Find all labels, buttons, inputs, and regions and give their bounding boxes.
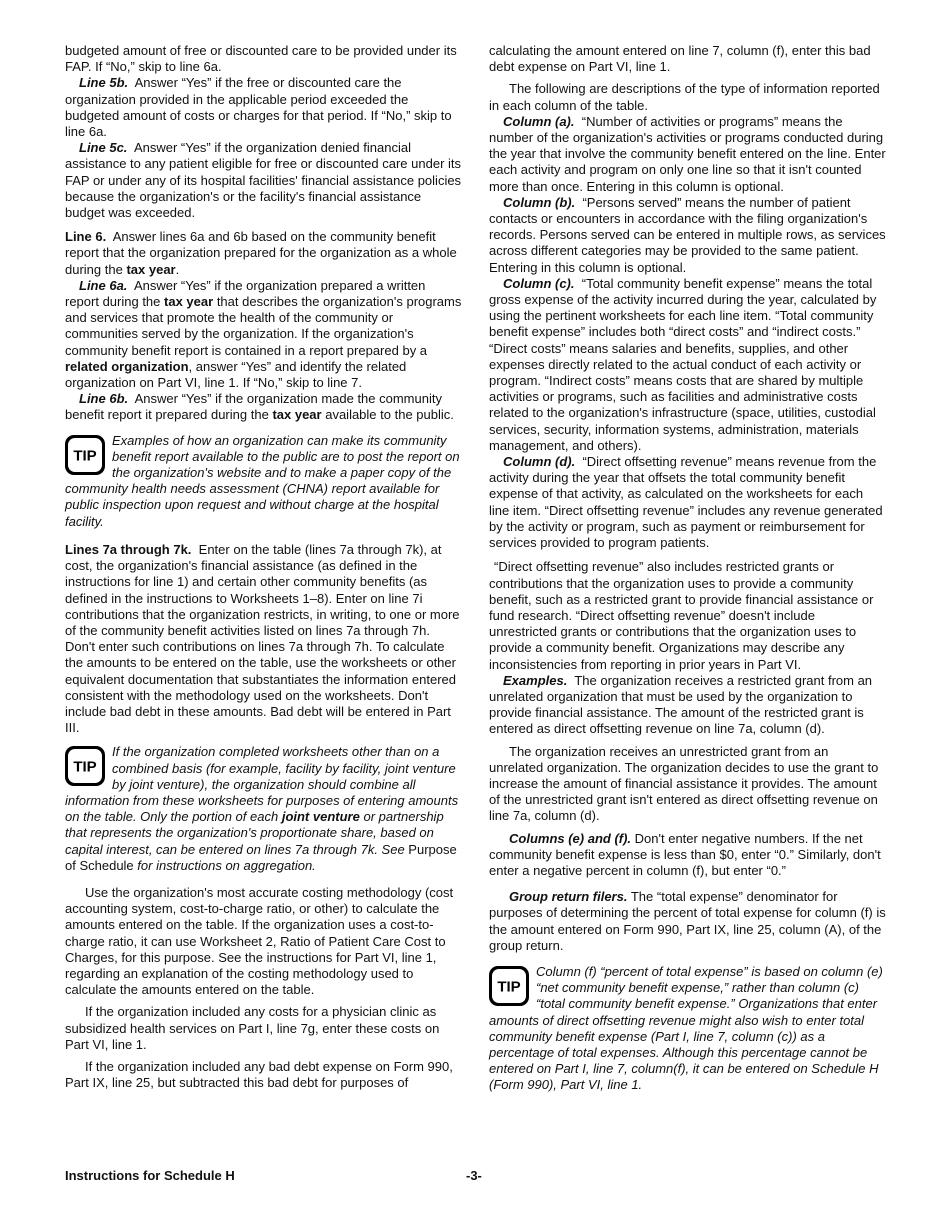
line-5b-text: Answer “Yes” if the free or discounted care the organization provided in the applicable period exceeded the budgeted amount of costs or charges for that period. If “No,” skip to line 6a. (65, 75, 452, 140)
line-6a-bold-related: related organization (65, 358, 189, 374)
tip-box-2 (65, 744, 462, 874)
line-6b-bold: tax year (272, 407, 322, 423)
line-6a-heading: Line 6a. (79, 277, 128, 293)
line-6-text-end: . (175, 261, 180, 277)
tip-icon (65, 435, 105, 475)
tip-2-text-2: or partnership that represents the organization's proportionate share, based on capital interest, can be entered on lines 7a through 7k. See (65, 809, 444, 857)
tip-2-purpose-ref: Purpose of Schedule (65, 841, 457, 873)
tip-icon-label: TIP (497, 978, 521, 996)
line-6b-text-2: available to the public. (325, 407, 454, 423)
continuation-paragraph: calculating the amount entered on line 7, column (f), enter this bad debt expense on Part VI, line 1. (489, 43, 871, 75)
column-d-heading: Column (d). (503, 454, 576, 470)
left-column (65, 43, 462, 1091)
column-a-paragraph (489, 114, 886, 195)
column-a-text: “Number of activities or programs” means the number of the organization's activities or programs conducted during the year that involve the community benefit entered on the line. Enter each activity and program on only one line so that it isn't counted more than once. Entering in this column is optional. (489, 113, 886, 194)
column-b-paragraph (489, 195, 886, 276)
lines-7-heading: Lines 7a through 7k. (65, 541, 192, 557)
tip-icon-label: TIP (73, 447, 97, 465)
group-return-paragraph (489, 889, 886, 954)
columns-e-f-paragraph (489, 831, 886, 880)
line-6b-text: Answer “Yes” if the organization made the community benefit report it prepared during the (65, 391, 442, 423)
tip-2-text (65, 744, 458, 872)
column-c-heading: Column (c). (503, 275, 575, 291)
clinic-paragraph: If the organization included any costs for a physician clinic as subsidized health services on Part I, line 7g, enter these costs on Part VI, line 1. (65, 1004, 440, 1052)
tip-3-text: Column (f) “percent of total expense” is based on column (e) “net community benefit expense,” rather than column (c) “total community benefit expense.” Organizations that enter amounts of direct offsetting revenue might also wish to enter total community benefit expense (Part I, line 7, column (c)) as a percentage of total expenses. Although this percentage cannot be entered on Part I, line 7, column(f), it can be entered on Schedule H (Form 990), Part VI, line 1. (489, 963, 883, 1093)
line-6-paragraph (65, 229, 462, 278)
page-number: -3- (466, 1168, 482, 1183)
line-5c-text: Answer “Yes” if the organization denied financial assistance to any patient eligible for free or discounted care under its FAP or under any of its hospital facilities' financial assistance policies because the organization's or the facility's financial assistance budget was exceeded. (65, 140, 462, 221)
column-b-text: “Persons served” means the number of patient contacts or encounters in accordance with the filing organization's records. Persons served can be entered in multiple rows, as services across different categories may be provided to the same patient. Entering in this column is optional. (489, 194, 886, 275)
line-6b-paragraph (65, 391, 462, 423)
column-d-paragraph (489, 454, 886, 551)
footer-title: Instructions for Schedule H (65, 1168, 235, 1183)
examples-heading: Examples. (503, 672, 568, 688)
bad-debt-paragraph: If the organization included any bad debt expense on Form 990, Part IX, line 25, but subtracted this bad debt for purposes of (65, 1058, 453, 1091)
line-6a-bold-tax-year: tax year (164, 294, 214, 310)
column-d-text: “Direct offsetting revenue” means revenue from the activity during the year that offsets the total community benefit expense of that activity, as calculated on the worksheets for each line item. “Direct offsetting revenue” includes any revenue generated by the activity or program, such as payment or reimbursement for services provided to program patients. (489, 454, 883, 551)
tip-2-text-1: If the organization completed worksheets other than on a combined basis (for example, facility by facility, joint venture by joint venture), the organization should combine all information from these worksheets for purposes of entering amounts on the table. Only the portion of each (65, 744, 459, 825)
line-6b-heading: Line 6b. (79, 391, 129, 407)
line-6-heading: Line 6. (65, 229, 107, 245)
tip-icon-label: TIP (73, 758, 97, 776)
descriptions-intro: The following are descriptions of the type of information reported in each column of the table. (489, 81, 880, 113)
restricted-grants-paragraph: “Direct offsetting revenue” also includes restricted grants or contributions that the organization uses to provide a community benefit, such as a restricted grant to provide financial assistance or fund research. “Direct offsetting revenue” doesn't include unrestricted grants or contributions that the organization uses to provide a community benefit. Organizations may describe any inconsistencies from reporting in prior years in Part VI. (489, 559, 874, 672)
line-5c-heading: Line 5c. (79, 140, 128, 156)
line-6a-paragraph (65, 278, 462, 391)
tip-icon (65, 746, 105, 786)
group-return-text: The “total expense” denominator for purposes of determining the percent of total expense for column (f) is the amount entered on Form 990, Part IX, line 25, column (A), of the group return. (489, 889, 886, 953)
line-5c-paragraph (65, 140, 462, 221)
examples-paragraph (489, 673, 886, 738)
costing-paragraph: Use the organization's most accurate costing methodology (cost accounting system, cost-to-charge ratio, or other) to calculate the amounts entered on the table. If the organization uses a cost-to-charge ratio, it can use Worksheet 2, Ratio of Patient Care Cost to Charges, for this purpose. See the instructions for Part VI, line 1, regarding an explanation of the costing methodology used to calculate the amounts entered on the table. (65, 884, 454, 998)
line-5b-paragraph (65, 75, 462, 140)
line-6-bold: tax year (126, 261, 176, 277)
tip-2-text-3: for instructions on aggregation. (137, 857, 316, 873)
columns-e-f-heading: Columns (e) and (f). (509, 830, 632, 846)
columns-e-f-text: Don't enter negative numbers. If the net community benefit expense is less than $0, enter “0.” Similarly, don't enter a negative percent in column (f), but enter “0.” (489, 830, 881, 878)
line-5b-heading: Line 5b. (79, 75, 129, 91)
column-a-heading: Column (a). (503, 113, 575, 129)
group-return-heading: Group return filers. (509, 889, 628, 905)
line-6a-text-2: that describes the organization's programs and services that promote the health of the community or communities served by the organization. If the organization's community benefit report is contained in a report prepared by a (65, 294, 462, 358)
intro-paragraph: budgeted amount of free or discounted care to be provided under its FAP. If “No,” skip to line 6a. (65, 43, 457, 75)
lines-7-paragraph (65, 542, 462, 736)
tip-2-bold-joint-venture: joint venture (281, 809, 360, 825)
column-c-paragraph (489, 276, 886, 454)
line-6-text: Answer lines 6a and 6b based on the community benefit report that the organization prepared for the organization as a whole during the (65, 229, 457, 277)
line-6a-text: Answer “Yes” if the organization prepared a written report during the (65, 277, 426, 310)
column-b-heading: Column (b). (503, 194, 576, 210)
right-column (489, 43, 886, 1094)
tip-icon (489, 966, 529, 1006)
tip-box-1 (65, 433, 462, 530)
unrestricted-grant-paragraph: The organization receives an unrestricted grant from an unrelated organization. The organization decides to use the grant to increase the amount of financial assistance it provides. The amount of the unrestricted grant isn't entered as direct offsetting revenue on line 7a, column (d). (489, 743, 879, 824)
tip-box-3 (489, 964, 886, 1094)
examples-text: The organization receives a restricted grant from an unrelated organization that must be used by the organization to provide financial assistance. The amount of the restricted grant is entered as direct offsetting revenue on line 7a, column (d). (489, 672, 873, 737)
column-c-text: “Total community benefit expense” means the total gross expense of the activity incurred during the year, calculated by using the pertinent worksheets for each line item. “Total community benefit expense” includes both “direct costs” and “indirect costs.” “Direct costs” means salaries and benefits, supplies, and other expenses directly related to the actual conduct of each activity or program. “Indirect costs” means costs that are shared by multiple activities or programs, such as facilities and administrative costs related to the organization's infrastructure (space, utilities, custodial services, security, information systems, administration, materials management, and others). (489, 275, 877, 453)
tip-1-text: Examples of how an organization can make its community benefit report available to the public are to post the report on the organization's website and to make a paper copy of the community health needs assessment (CHNA) report available for public inspection upon request and without charge at the hospital facility. (65, 432, 460, 529)
line-6a-text-3: , answer “Yes” and identify the related organization on Part VI, line 1. If “No,” skip to line 7. (65, 358, 407, 391)
lines-7-text: Enter on the table (lines 7a through 7k), at cost, the organization's financial assistance (as defined in the instructions for line 1) and certain other community benefits (as defined in the instructions to Worksheets 1–8). Enter on line 7i contributions that the organization restricts, in writing, to one or more of the community benefit activities listed on lines 7a through 7h. Don't enter such contributions on lines 7a through 7h. To calculate the amounts to be entered on the table, use the worksheets or other equivalent documentation that substantiates the information entered consistent with the methodology used on the worksheets. Don't include bad debt in these amounts. Bad debt will be entered in Part III. (65, 541, 460, 736)
